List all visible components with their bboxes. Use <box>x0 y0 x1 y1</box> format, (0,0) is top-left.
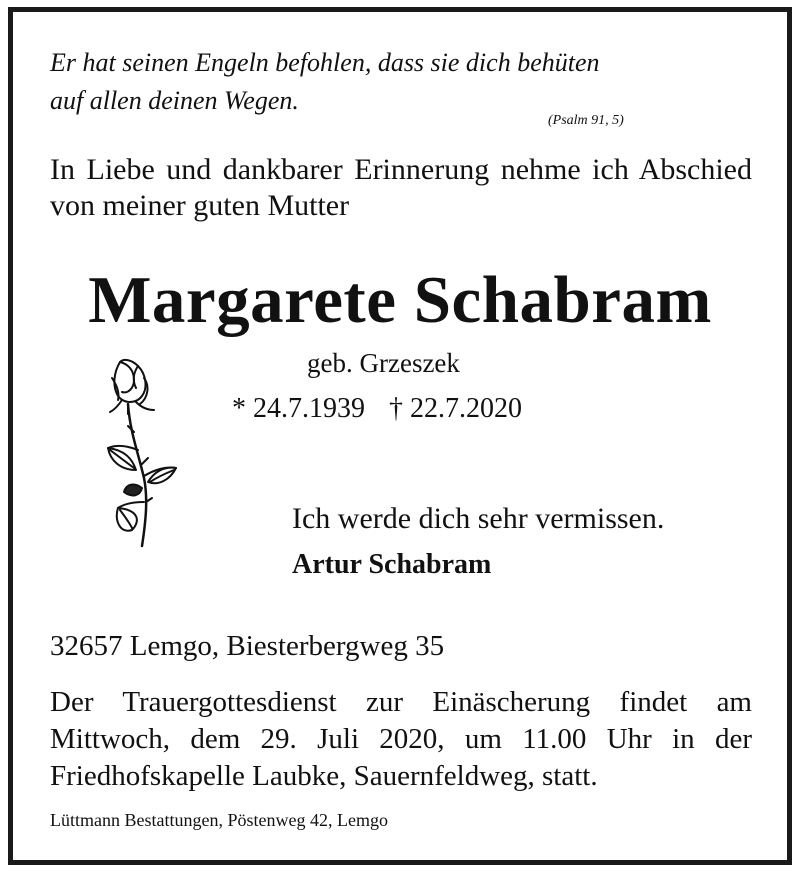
mourner-name: Artur Schabram <box>292 549 492 580</box>
death-date: † 22.7.2020 <box>389 393 522 424</box>
farewell-message: Ich werde dich sehr vermissen. <box>292 502 665 535</box>
verse-line: auf allen deinen Wegen. <box>50 86 299 115</box>
mourner-address: 32657 Lemgo, Biesterbergweg 35 <box>50 630 445 662</box>
intro-text: In Liebe und dankbarer Erinnerung nehme ich Abschied von meiner guten Mutter <box>50 153 752 222</box>
rose-icon <box>98 352 190 548</box>
deceased-name: Margarete Schabram <box>88 263 712 337</box>
verse-source: (Psalm 91, 5) <box>548 113 624 128</box>
verse-line: Er hat seinen Engeln befohlen, dass sie dich behüten <box>50 48 600 77</box>
undertaker-info: Lüttmann Bestattungen, Pöstenweg 42, Lemgo <box>50 810 388 830</box>
bible-verse <box>50 44 600 120</box>
life-dates <box>232 393 522 425</box>
service-announcement: Der Trauergottesdienst zur Einäscherung findet am Mittwoch, dem 29. Juli 2020, um 11.00 Uhr in der Friedhofskapelle Laubke, Sauernfeldweg, statt. <box>50 686 752 792</box>
birth-name: geb. Grzeszek <box>307 348 460 378</box>
birth-date: * 24.7.1939 <box>232 393 365 424</box>
